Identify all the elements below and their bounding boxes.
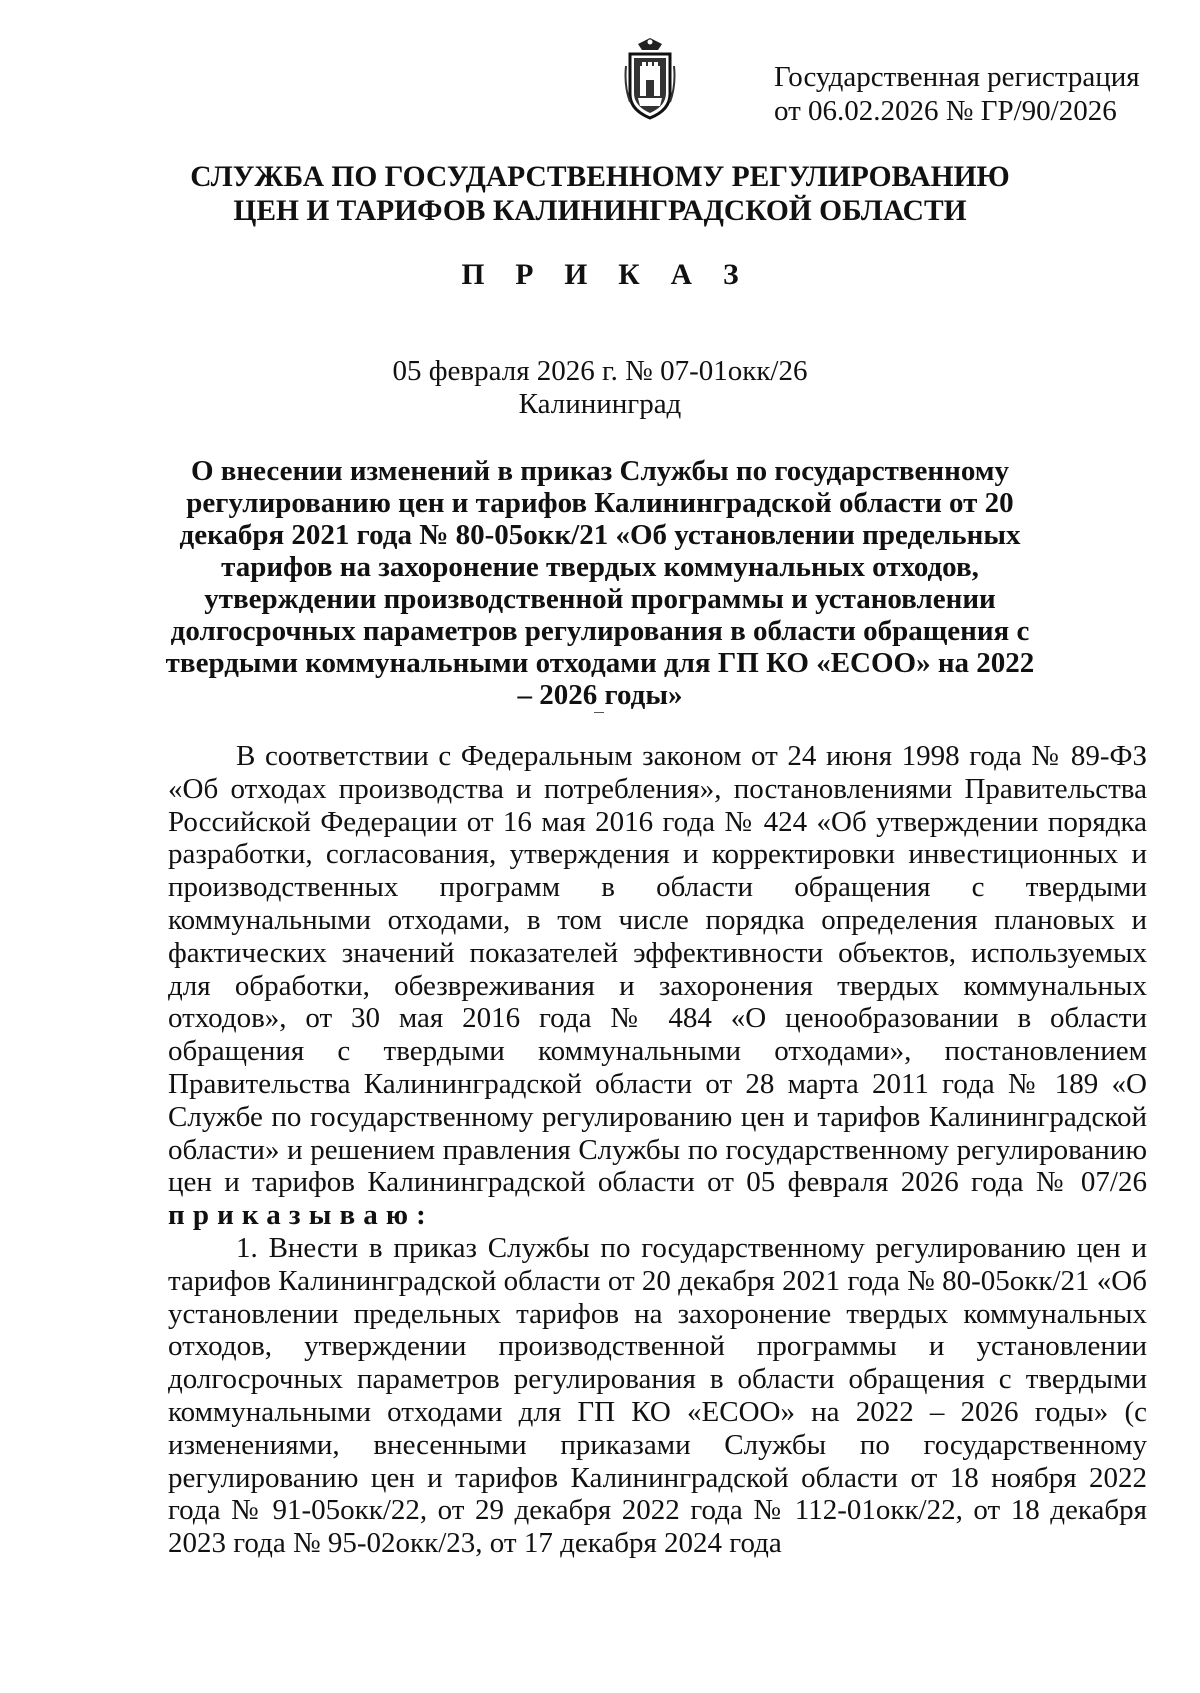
coat-of-arms-emblem: [624, 36, 676, 120]
date-and-number: [0, 355, 1200, 421]
registration-note: [774, 60, 1140, 128]
agency-name: [0, 160, 1200, 228]
preamble-text: В соответствии с Федеральным законом от 24 июня 1998 года № 89-ФЗ «Об отходах производства и потребления», постановлениями Правительства Российской Федерации от 16 мая 2016 года № 424 «Об утверждении порядка разработки, согласования, утверждения и корректировки инвестиционных и производственных программ в области обращения с твердыми коммунальными отходами, в том числе порядка определения плановых и фактических значений показателей эффективности объектов, используемых для обработки, обезвреживания и захоронения твердых коммунальных отходов», от 30 мая 2016 года № 484 «О ценообразовании в области обращения с твердыми коммунальными отходами», постановлением Правительства Калининградской области от 28 марта 2011 года № 189 «О Службе по государственному регулированию цен и тарифов Калининградской области» и решением правления Службы по государственному регулированию цен и тарифов Калининградской области от 05 февраля 2026 года № 07/26: [168, 740, 1147, 1199]
order-subject: О внесении изменений в приказ Службы по государственному регулированию цен и тарифов Калининградской области от 20 декабря 2021 года № 80-05окк/21 «Об установлении предельных тарифов на захоронение твердых коммунальных отходов, утверждении производственной программы и установлении долгосрочных параметров регулирования в области обращения с твердыми коммунальными отходами для ГП КО «ЕСОО» на 2022 – 2026 годы»: [165, 455, 1035, 711]
order-word: приказываю:: [168, 1199, 434, 1232]
order-body: [168, 740, 1147, 1560]
separator-mark: [594, 712, 604, 713]
agency-name-line-2: ЦЕН И ТАРИФОВ КАЛИНИНГРАДСКОЙ ОБЛАСТИ: [233, 195, 967, 227]
document-type-title: П Р И К А З: [461, 259, 751, 291]
order-city: Калининград: [518, 388, 682, 420]
agency-name-line-1: СЛУЖБА ПО ГОСУДАРСТВЕННОМУ РЕГУЛИРОВАНИЮ: [190, 161, 1010, 193]
registration-line-2: от 06.02.2026 № ГР/90/2026: [774, 95, 1117, 127]
order-date-number: 05 февраля 2026 г. № 07-01окк/26: [392, 355, 808, 387]
preamble-paragraph: [168, 740, 1147, 1232]
registration-line-1: Государственная регистрация: [774, 61, 1140, 93]
item-1-paragraph: 1. Внести в приказ Службы по государственному регулированию цен и тарифов Калининградской области от 20 декабря 2021 года № 80-05окк/21 «Об установлении предельных тарифов на захоронение твердых коммунальных отходов, утверждении производственной программы и установлении долгосрочных параметров регулирования в области обращения с твердыми коммунальными отходами для ГП КО «ЕСОО» на 2022 – 2026 годы» (с изменениями, внесенными приказами Службы по государственному регулированию цен и тарифов Калининградской области от 18 ноября 2022 года № 91-05окк/22, от 29 декабря 2022 года № 112-01окк/22, от 18 декабря 2023 года № 95-02окк/23, от 17 декабря 2024 года: [168, 1231, 1147, 1560]
